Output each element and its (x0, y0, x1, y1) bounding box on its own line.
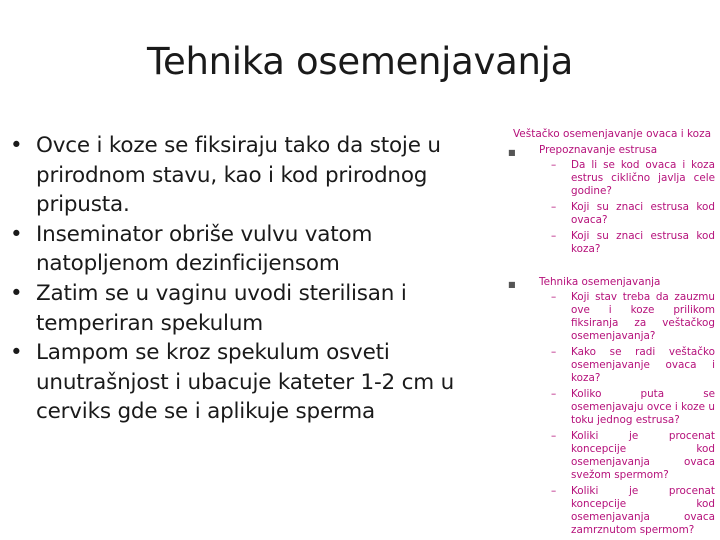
side-sub-list (539, 159, 715, 256)
main-bullet-item: • Ovce i koze se fiksiraju tako da stoje u prirodnom stavu, kao i kod prirodnog pripusta. (10, 131, 488, 220)
side-panel-heading: Veštačko osemenjavanje ovaca i koza (512, 128, 712, 140)
side-group-label: Tehnika osemenjavanja (539, 276, 661, 288)
bullet-icon: ■ (508, 148, 516, 157)
main-bullet-item: • Zatim se u vaginu uvodi sterilisan i temperiran spekulum (10, 279, 488, 338)
side-group-label: Prepoznavanje estrusa (539, 144, 658, 156)
bullet-icon: ■ (508, 280, 516, 289)
slide-title: Tehnika osemenjavanja (146, 40, 574, 83)
side-sub-item: – Koji su znaci estrusa kod ovaca? (539, 201, 715, 227)
side-sub-item: – Da li se kod ovaca i koza estrus ciklično javlja cele godine? (539, 159, 715, 198)
side-sub-item: – Koliko puta se osemenjavaju ovce i koze u toku jednog estrusa? (539, 388, 715, 427)
side-sub-item: – Koliki je procenat koncepcije kod osemenjavanja ovaca svežom spermom? (539, 430, 715, 482)
main-bullet-item: • Inseminator obriše vulvu vatom natopljenom dezinficijensom (10, 220, 488, 279)
main-bullet-item: • Lampom se kroz spekulum osveti unutrašnjost i ubacuje kateter 1-2 cm u cerviks gde se i aplikuje sperma (10, 338, 488, 427)
side-sub-item: – Koji su znaci estrusa kod koza? (539, 230, 715, 256)
side-sub-list (539, 291, 715, 537)
side-sub-item: – Koliki je procenat koncepcije kod osemenjavanja ovaca zamrznutom spermom? (539, 485, 715, 537)
side-sub-item: – Koji stav treba da zauzmu ove i koze prilikom fiksiranja za veštačkog osemenjavanja? (539, 291, 715, 343)
side-group-estrus (503, 144, 715, 256)
side-panel (503, 128, 715, 540)
main-bullet-list (10, 131, 488, 427)
side-group-technique (503, 276, 715, 537)
side-sub-item: – Kako se radi veštačko osemenjavanje ovaca i koza? (539, 346, 715, 385)
